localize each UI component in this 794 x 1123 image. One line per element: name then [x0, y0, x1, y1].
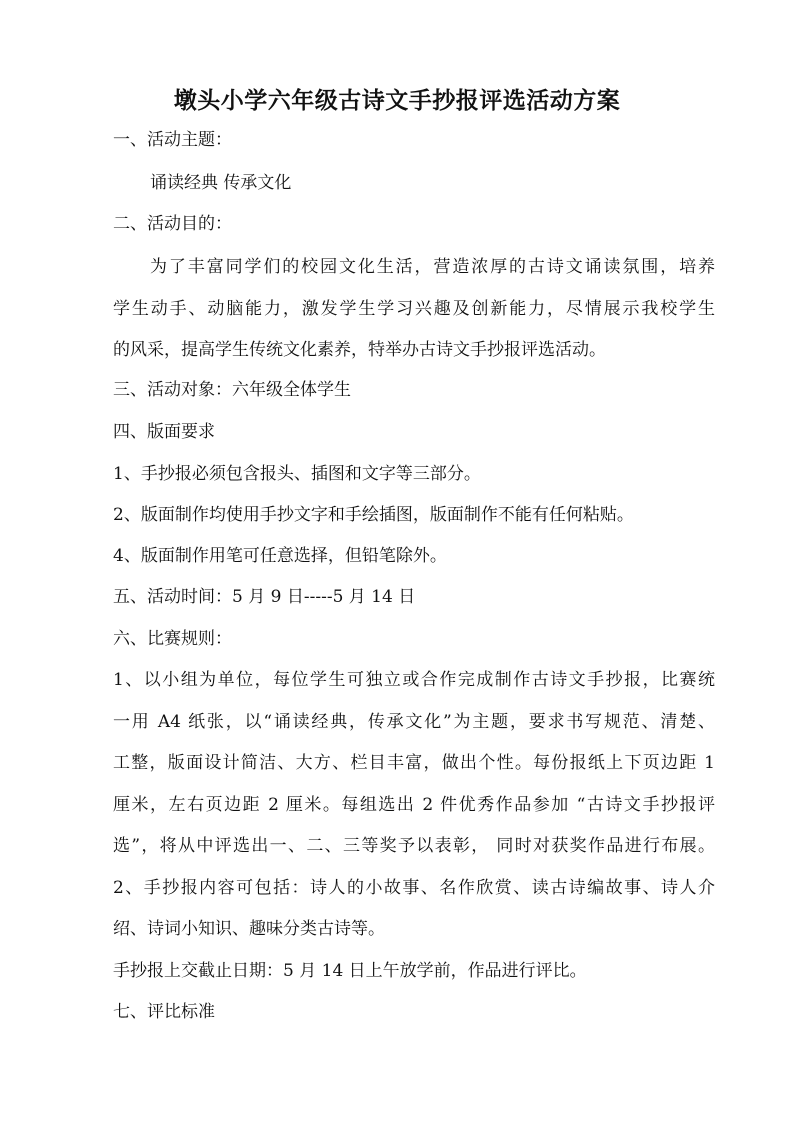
rule-1-line-4: 厘米，左右页边距 2 厘米。每组选出 2 件优秀作品参加 “古诗文手抄报评: [113, 795, 715, 815]
purpose-paragraph-line-1: 为了丰富同学们的校园文化生活，营造浓厚的古诗文诵读氛围，培养: [150, 257, 715, 277]
rule-2-line-2: 绍、诗词小知识、趣味分类古诗等。: [113, 919, 385, 939]
section-heading-criteria: 七、评比标准: [113, 1002, 215, 1022]
layout-requirement-2: 2、版面制作均使用手抄文字和手绘插图，版面制作不能有任何粘贴。: [113, 505, 634, 525]
rule-1-line-2: 一用 A4 纸张，以“诵读经典，传承文化”为主题，要求书写规范、清楚、: [113, 712, 715, 732]
purpose-paragraph-line-2: 学生动手、动脑能力，激发学生学习兴趣及创新能力，尽情展示我校学生: [113, 299, 715, 319]
section-heading-layout: 四、版面要求: [113, 422, 215, 442]
theme-text: 诵读经典 传承文化: [150, 173, 292, 193]
rule-2-line-1: 2、手抄报内容可包括：诗人的小故事、名作欣赏、读古诗编故事、诗人介: [113, 878, 715, 898]
section-heading-time: 五、活动时间：5 月 9 日-----5 月 14 日: [113, 587, 416, 607]
rule-1-line-1: 1、以小组为单位，每位学生可独立或合作完成制作古诗文手抄报，比赛统: [113, 670, 715, 690]
section-heading-rules: 六、比赛规则：: [113, 629, 232, 649]
section-heading-target: 三、活动对象：六年级全体学生: [113, 380, 351, 400]
section-heading-theme: 一、活动主题：: [113, 130, 232, 150]
purpose-paragraph-line-3: 的风采，提高学生传统文化素养，特举办古诗文手抄报评选活动。: [113, 340, 606, 360]
layout-requirement-4: 4、版面制作用笔可任意选择，但铅笔除外。: [113, 546, 447, 566]
layout-requirement-1: 1、手抄报必须包含报头、插图和文字等三部分。: [113, 464, 481, 484]
section-heading-purpose: 二、活动目的：: [113, 214, 232, 234]
rule-1-line-5: 选”，将从中评选出一、二、三等奖予以表彰， 同时对获奖作品进行布展。: [113, 836, 715, 856]
rule-1-line-3: 工整，版面设计简洁、大方、栏目丰富，做出个性。每份报纸上下页边距 1: [113, 753, 715, 773]
document-title: 墩头小学六年级古诗文手抄报评选活动方案: [173, 87, 621, 114]
deadline-text: 手抄报上交截止日期：5 月 14 日上午放学前，作品进行评比。: [113, 961, 587, 981]
